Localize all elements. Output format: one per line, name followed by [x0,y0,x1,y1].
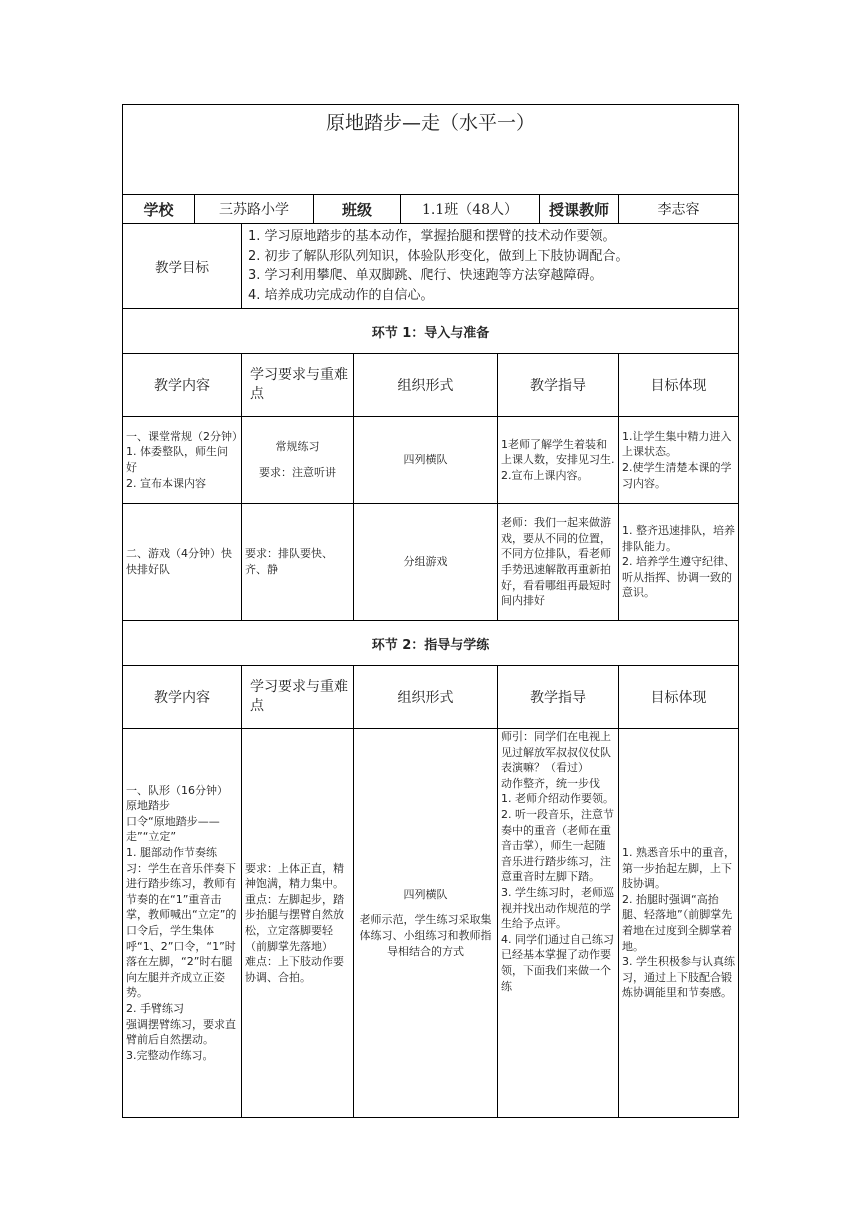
cell-line: 3. 学生练习时，老师巡视并找出动作规范的学生给予点评。 [501,885,614,931]
teacher-label: 授课教师 [540,195,619,224]
school-label: 学校 [123,195,195,224]
cell-line: 四列横队 [403,887,448,901]
goals-cell [619,504,739,621]
cell-line: 老师示范，学生练习采取集体练习、小组练习和教师指导相结合的方式 [359,913,492,958]
cell-line: 3. 学生积极参与认真练习，通过上下肢配合锻炼协调能里和节奏感。 [622,955,735,1000]
header-content: 教学内容 [123,666,242,729]
organization-cell [354,729,498,1118]
cell-line: 2.使学生清楚本课的学习内容。 [622,461,732,490]
cell-line: 一、课堂常规（2分钟） [126,429,243,443]
cell-line: 3.完整动作练习。 [126,1048,214,1062]
cell-line: 2. 抬腿时强调“高抬腿、轻落地”（前脚掌先着地在过度到全脚掌着地。 [622,892,733,953]
teacher-value: 李志容 [619,195,739,224]
header-organization: 组织形式 [354,354,498,417]
cell-line: 强调摆臂练习，要求直臂前后自然摆动。 [126,1017,236,1047]
cell-line: 一、队形（16分钟） [126,783,228,797]
guidance-cell [498,504,619,621]
header-content: 教学内容 [123,354,242,417]
cell-line: 1. 老师介绍动作要领。 [501,792,614,806]
objective-item: 3. 学习利用攀爬、单双脚跳、爬行、快速跑等方法穿越障碍。 [248,268,603,283]
cell-line: 2. 手臂练习 [126,1001,184,1015]
cell-line [245,455,350,465]
guidance-cell [498,417,619,504]
goals-cell [619,417,739,504]
requirements-cell [242,417,354,504]
cell-line: 师引：同学们在电视上见过解放军叔叔仪仗队表演嘛？（看过） [501,730,611,775]
guidance-cell [498,729,619,1118]
header-organization: 组织形式 [354,666,498,729]
objective-item: 1. 学习原地踏步的基本动作，掌握抬腿和摆臂的技术动作要领。 [248,229,616,244]
cell-line: 二、游戏（4分钟）快快排好队 [126,547,232,576]
table-row [123,729,739,1118]
cell-line: 原地踏步 [126,799,170,813]
section-2-header-row [123,666,739,729]
cell-line: 2. 宣布本课内容 [126,476,206,490]
table-row [123,504,739,621]
cell-line: 1. 体委整队，师生问好 [126,445,228,474]
cell-line: 要求：排队要快、齐、静 [245,547,333,576]
section-1-title: 环节 1：导入与准备 [123,309,739,354]
content-cell [123,417,242,504]
header-requirements: 学习要求与重难点 [242,666,354,729]
cell-line: 要求：上体正直，精神饱满，精力集中。 [245,861,344,891]
cell-line: 难点：上下肢动作要协调、合拍。 [245,955,344,984]
header-requirements: 学习要求与重难点 [242,354,354,417]
cell-line: 动作整齐，统一步伐 [501,776,600,790]
requirements-cell [242,504,354,621]
info-row [123,195,739,224]
objective-item: 4. 培养成功完成动作的自信心。 [248,287,434,303]
header-guidance: 教学指导 [498,354,619,417]
objective-item: 2. 初步了解队形队列知识，体验队形变化，做到上下肢协调配合。 [248,248,629,264]
cell-line: 1. 熟悉音乐中的重音，第一步抬起左脚，上下肢协调。 [622,846,735,891]
cell-line: 1老师了解学生着装和上课人数，安排见习生. [501,437,615,467]
cell-line: 2. 听一段音乐，注意节奏中的重音（老师在重音击掌），师生一起随音乐进行踏步练习，注意重音时左脚下踏。 [501,807,614,884]
class-value: 1.1班（48人） [401,195,540,224]
lesson-plan-document [122,104,738,1118]
content-cell [123,504,242,621]
cell-line: 分组游戏 [403,555,448,569]
organization-cell [354,504,498,621]
cell-line: 重点：左脚起步，踏步抬腿与摆臂自然放松，立定落脚要轻（前脚掌先落地） [245,892,344,953]
organization-cell [354,417,498,504]
cell-line: 4. 同学们通过自己练习已经基本掌握了动作要领，下面我们来做一个练 [501,932,614,993]
cell-line: 口令“原地踏步——走”“立定” [126,814,220,844]
header-goals: 目标体现 [619,354,739,417]
cell-line: 2.宣布上课内容。 [501,468,589,482]
content-cell [123,729,242,1118]
cell-line: 老师：我们一起来做游戏，要从不同的位置，不同方位排队，看老师手势迅速解散再重新拍好，看看哪组再最短时间内排好 [501,516,611,608]
cell-line [357,902,494,912]
table-row [123,417,739,504]
objectives-label: 教学目标 [123,224,242,309]
section-2-title: 环节 2：指导与学练 [123,621,739,666]
requirements-cell [242,729,354,1118]
cell-line: 1.让学生集中精力进入上课状态。 [622,429,732,459]
cell-line: 要求：注意听讲 [259,466,336,479]
objectives-list [242,224,739,309]
class-label: 班级 [314,195,401,224]
cell-line: 1. 整齐迅速排队，培养排队能力。 [622,524,735,553]
cell-line: 四列横队 [403,453,448,467]
cell-line: 2. 培养学生遵守纪律、听从指挥、协调一致的意识。 [622,555,735,600]
cell-line: 常规练习 [275,440,320,454]
section-1-header-row [123,354,739,417]
header-goals: 目标体现 [619,666,739,729]
cell-line: 1. 腿部动作节奏练习：学生在音乐伴奏下进行踏步练习，教师有节奏的在“1”重音击掌，教师喊出“立定”的口令后，学生集体呼“1、2”口令，“1”时落在左脚，“2”时右腿向左腿并齐成立正姿势。 [126,846,237,1000]
goals-cell [619,729,739,1118]
school-value: 三苏路小学 [195,195,314,224]
header-guidance: 教学指导 [498,666,619,729]
document-title: 原地踏步—走（水平一） [123,105,739,195]
lesson-plan-table [122,104,739,1118]
